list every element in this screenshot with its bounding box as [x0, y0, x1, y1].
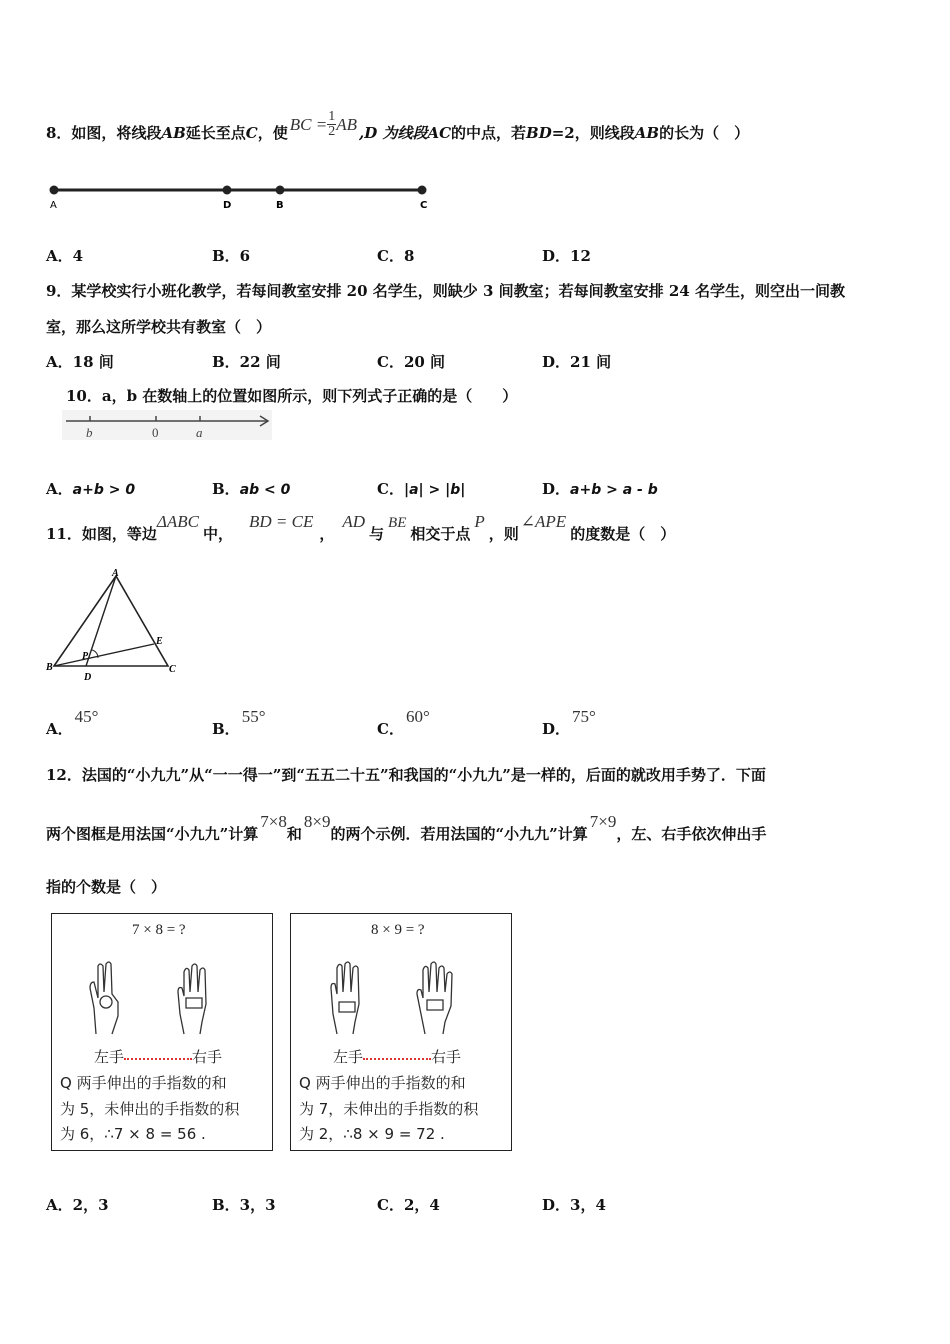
q12-box2-title: 8 × 9 = ?	[371, 922, 425, 938]
q9-option-a[interactable]: A．18 间	[46, 353, 114, 371]
q8-ab2: AB	[634, 123, 660, 142]
q12-box2-right-label: 右手	[431, 1048, 462, 1066]
q10-option-d-expr: a+b > a - b	[570, 482, 658, 498]
q8-ac: AC	[427, 123, 452, 142]
q11-option-d-value: 75°	[572, 707, 596, 726]
q12-box1-line1: Q 两手伸出的手指数的和	[60, 1074, 227, 1092]
q12-line2-a: 两个图框是用法国“小九九”计算	[46, 825, 259, 843]
q11-option-b-value: 55°	[241, 707, 266, 726]
q8-label-b: B	[276, 200, 284, 211]
q12-box2-line3: 为 2，∴8 × 9 = 72 .	[299, 1125, 445, 1143]
q11-label-a: A	[112, 568, 119, 579]
q11-option-c-value: 60°	[405, 707, 430, 726]
q12-line2-b: 和	[286, 825, 302, 843]
q11-equality: BD = CE	[248, 512, 314, 531]
q12-box1-left-label: 左手	[94, 1048, 125, 1066]
q9-stem-line1: 9．某学校实行小班化教学，若每间教室安排 20 名学生，则缺少 3 间教室；若每间教室安排 24 名学生，则空出一间教	[46, 282, 845, 300]
q8-mid5: =2，则线段	[551, 124, 635, 142]
q8-label-d: D	[223, 200, 232, 211]
q10-label-a: a	[196, 425, 203, 440]
q12-box1-right-hand	[178, 964, 206, 1034]
q10-label-0: 0	[152, 425, 159, 440]
q12-line2-d: ，左、右手依次伸出手	[616, 825, 767, 843]
q11-mid5: ，则	[488, 525, 519, 543]
q12-box2-line2: 为 7，未伸出的手指数的积	[299, 1100, 479, 1118]
q8-mid4: 的中点，若	[451, 124, 527, 142]
q11-p: P	[474, 512, 485, 531]
q12-expr-7x9: 7×9	[589, 812, 617, 831]
q12-box1-title: 7 × 8 = ?	[132, 922, 186, 938]
q8-suffix: 的长为（ ）	[659, 124, 750, 142]
q11-mid2: ，	[319, 525, 335, 543]
q8-segment-figure	[44, 180, 444, 216]
q8-formula-lhs: BC =	[289, 114, 328, 134]
q12-box2-left-hand	[331, 962, 359, 1034]
q12-box2-left-label: 左手	[333, 1048, 364, 1066]
q8-option-b[interactable]: B．6	[212, 247, 251, 265]
q10-option-d-letter: D．	[542, 480, 571, 498]
q8-option-d[interactable]: D．12	[542, 247, 591, 265]
q12-box1-line2: 为 5，未伸出的手指数的积	[60, 1100, 240, 1118]
q12-option-a[interactable]: A．2，3	[46, 1196, 109, 1214]
q10-label-b: b	[86, 425, 93, 440]
q11-option-d-letter: D．	[542, 720, 571, 738]
q12-box1-hand-labels	[94, 1046, 222, 1067]
q12-option-d[interactable]: D．3，4	[542, 1196, 606, 1214]
q11-option-c-letter: C．	[377, 720, 404, 738]
q11-label-p: P	[82, 651, 89, 662]
q10-option-c-letter: C．	[377, 480, 404, 498]
q10-figure-bg	[62, 410, 272, 440]
q8-fraction	[327, 110, 336, 139]
q12-stem-line3: 指的个数是（ ）	[46, 878, 167, 896]
q8-formula	[290, 110, 357, 139]
q11-option-a-letter: A．	[46, 720, 73, 738]
q11-label-c: C	[169, 664, 176, 675]
q11-stem	[46, 512, 675, 544]
q10-number-line	[62, 410, 282, 444]
q12-box1-right-label: 右手	[192, 1048, 223, 1066]
q8-mid2: ，使	[257, 124, 288, 142]
q11-triangle: ΔABC	[156, 512, 199, 531]
q8-point-a	[50, 186, 59, 195]
q8-option-a[interactable]: A．4	[46, 247, 84, 265]
q10-option-a-expr: a+b > 0	[72, 482, 136, 498]
q12-box2-hands	[319, 958, 489, 1038]
q12-box2-right-hand	[417, 962, 452, 1034]
q11-option-c[interactable]	[377, 706, 430, 738]
q11-label-d: D	[84, 672, 92, 683]
q12-box2-squiggle	[363, 1056, 431, 1060]
q11-label-b: B	[46, 662, 53, 673]
q12-expr-7x8: 7×8	[260, 812, 287, 831]
q11-triangle-figure	[46, 566, 186, 686]
q10-option-b[interactable]	[212, 478, 290, 499]
q8-ab: AB	[161, 123, 186, 142]
q11-mid4: 相交于点	[410, 525, 471, 543]
q12-option-b[interactable]: B．3，3	[212, 1196, 276, 1214]
q10-option-b-letter: B．	[212, 480, 240, 498]
q11-prefix: 11．如图，等边	[46, 525, 157, 543]
q12-box2-hand-labels	[333, 1046, 461, 1067]
q12-box1-squiggle	[124, 1056, 192, 1060]
q8-stem	[46, 109, 750, 147]
q11-option-a[interactable]	[46, 706, 99, 738]
q8-frac-num: 1	[328, 109, 336, 124]
q12-stem-line1: 12．法国的“小九九”从“一一得一”到“五五二十五”和我国的“小九九”是一样的，后面的就改用手势了．下面	[46, 766, 766, 784]
q10-option-b-expr: ab < 0	[239, 482, 291, 498]
q8-c: C	[245, 123, 258, 142]
q10-option-a[interactable]	[46, 478, 135, 499]
q11-ad: AD	[342, 512, 366, 531]
q11-option-b-letter: B．	[212, 720, 240, 738]
q8-mid3: ,D 为线段	[359, 124, 428, 142]
q8-label-a: A	[50, 200, 57, 211]
q11-suffix: 的度数是（ ）	[570, 525, 676, 543]
q8-point-b	[276, 186, 285, 195]
q12-box1-left-hand	[90, 962, 118, 1034]
q11-mid1: 中，	[202, 525, 233, 543]
q12-stem-line2	[46, 812, 766, 844]
q11-segment-be	[54, 644, 154, 666]
q12-box1-line3: 为 6，∴7 × 8 = 56 .	[60, 1125, 206, 1143]
q8-frac-den: 2	[328, 124, 336, 139]
q8-point-d	[223, 186, 232, 195]
q8-prefix: 8．如图，将线段	[46, 124, 162, 142]
q12-expr-8x9: 8×9	[303, 812, 331, 831]
q9-option-d[interactable]: D．21 间	[542, 353, 612, 371]
q9-option-b[interactable]: B．22 间	[212, 353, 281, 371]
q12-box2-line1: Q 两手伸出的手指数的和	[299, 1074, 466, 1092]
q11-option-a-value: 45°	[74, 707, 99, 726]
q12-box1-hands	[82, 958, 252, 1038]
q11-segment-ad	[86, 576, 116, 666]
q10-option-d[interactable]	[542, 478, 658, 499]
q8-option-c[interactable]: C．8	[377, 247, 415, 265]
q12-line2-c: 的两个示例．若用法国的“小九九”计算	[330, 825, 588, 843]
q12-option-c[interactable]: C．2，4	[377, 1196, 440, 1214]
q9-stem-line2: 室，那么这所学校共有教室（ ）	[46, 318, 272, 336]
q10-option-c-expr: |a| > |b|	[403, 482, 466, 498]
q12-example-box-1	[51, 913, 273, 1151]
q8-point-c	[418, 186, 427, 195]
q11-label-e: E	[156, 636, 163, 647]
q10-stem: 10．a，b 在数轴上的位置如图所示，则下列式子正确的是（ ）	[66, 387, 518, 405]
q8-label-c: C	[420, 200, 428, 211]
q12-example-box-2	[290, 913, 512, 1151]
q9-option-c[interactable]: C．20 间	[377, 353, 446, 371]
q11-angle: ∠APE	[520, 512, 567, 531]
q11-be: BE	[388, 515, 407, 531]
q11-option-b[interactable]	[212, 706, 266, 738]
q11-option-d[interactable]	[542, 706, 596, 738]
q8-formula-rhs: AB	[336, 114, 357, 134]
q8-mid1: 延长至点	[185, 124, 246, 142]
q10-option-a-letter: A．	[46, 480, 73, 498]
q10-option-c[interactable]	[377, 478, 465, 499]
q11-mid3: 与	[369, 525, 385, 543]
q8-bd: BD	[526, 123, 552, 142]
